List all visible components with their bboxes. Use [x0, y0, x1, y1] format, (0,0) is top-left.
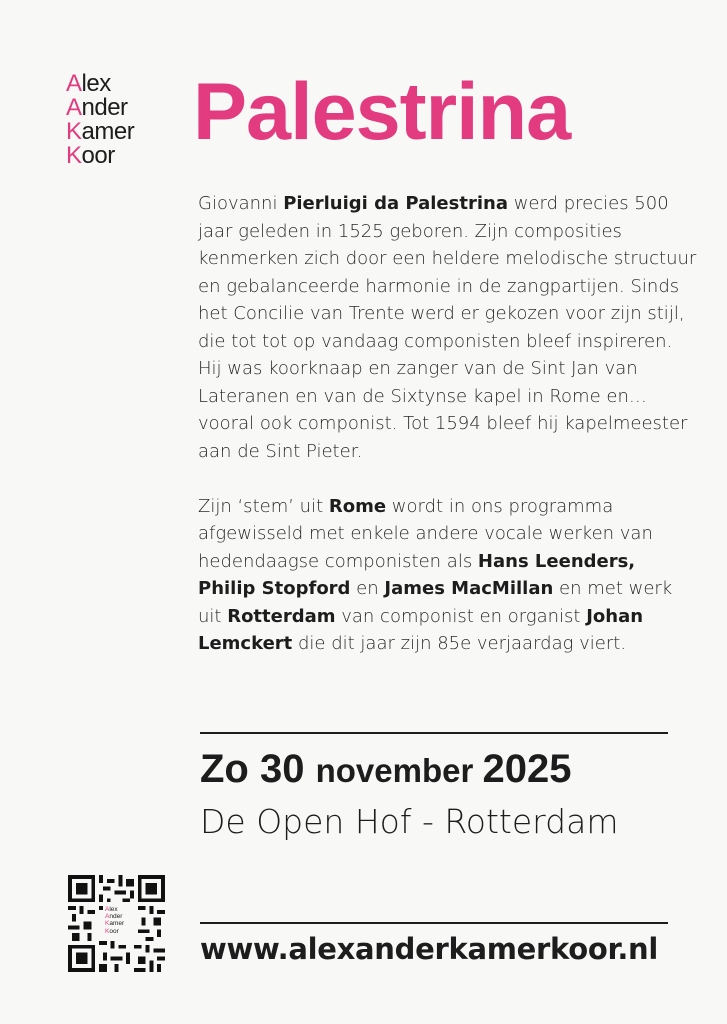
logo-row-kamer: Kamer: [66, 118, 135, 145]
choir-logo: [66, 72, 134, 168]
biography-paragraph: Hij was koorknaap en zanger van de Sint Jan van Lateranen en van de Sixtynse kapel in Rome en… vooral ook componist. Tot 1594 bleef hij kapelmeester aan de Sint Pieter.: [198, 358, 688, 462]
programme-paragraph: Zijn ‘stem’ uit Rome wordt in ons programma afgewisseld met enkele andere vocale werken van hedendaagse componisten als Hans Leenders, Philip Stopford en James MacMillan en met werk uit Rotterdam van componist en organist Johan Lemckert die dit jaar zijn 85e verjaardag viert.: [198, 495, 673, 654]
concert-date: Zo 30 november 2025: [200, 747, 572, 791]
concert-description: [198, 190, 698, 658]
logo-row-koor: Koor: [66, 142, 115, 169]
divider-top: [200, 732, 668, 734]
logo-row-ander: Ander: [66, 94, 128, 121]
concert-venue: De Open Hof - Rotterdam: [200, 802, 619, 841]
logo-row-alex: Alex: [66, 70, 111, 97]
divider-bottom: [200, 922, 668, 924]
poster-title: Palestrina: [193, 67, 571, 157]
website-link[interactable]: www.alexanderkamerkoor.nl: [200, 932, 659, 966]
composer-name: Pierluigi da Palestrina: [283, 193, 508, 214]
qr-center-logo: Alex Ander Kamer Koor: [103, 906, 133, 938]
intro-paragraph: Giovanni Pierluigi da Palestrina werd precies 500 jaar geleden in 1525 geboren. Zijn composities kenmerken zich door een heldere melodische structuur en gebalanceerde harmonie in de zangpartijen. Sinds het Concilie van Trente werd er gekozen voor zijn stijl, die tot tot op vandaag componisten bleef inspireren.: [198, 193, 697, 352]
paragraph-gap: [198, 465, 698, 493]
